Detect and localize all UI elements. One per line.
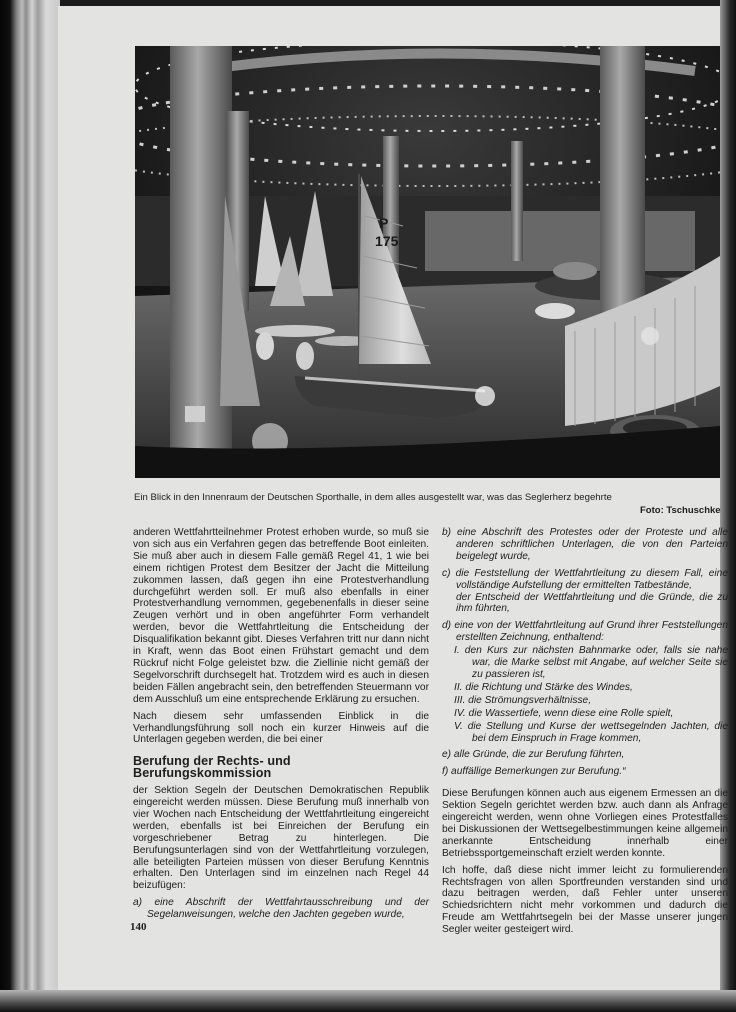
sail-marking: P — [379, 215, 389, 231]
page-number: 140 — [130, 921, 147, 933]
sub-list-item: V. die Stellung und Kurse der wettsegelnden Jachten, die bei dem Einspruch in Frage kommen, — [454, 720, 728, 744]
photo-caption: Ein Blick in den Innenraum der Deutschen Sporthalle, in dem alles ausgestellt war, was das Seglerherz begehrte — [134, 492, 612, 503]
section-heading: Berufung der Rechts- und Berufungskommission — [133, 754, 291, 781]
page-bottom-edge — [0, 990, 736, 1012]
list-item-continuation: der Entscheid der Wettfahrtleitung und die Gründe, die zu ihm führten, — [456, 591, 728, 615]
sail-number: 175 — [375, 233, 399, 249]
sub-list-item: IV. die Wassertiefe, wenn diese eine Rolle spielt, — [454, 707, 674, 719]
sub-list-item: II. die Richtung und Stärke des Windes, — [454, 681, 633, 693]
paragraph: Ich hoffe, daß diese nicht immer leicht zu formulierenden Rechtsfragen von allen Sportfreunden verstanden sind und dazu beitragen werden, daß Fehler unter unseren Schiedsrichtern nicht mehr vorkommen und dadurch die Freude am Wettfahrtsegeln bei der Masse unserer jungen Segler weiter gesteigert wird. — [442, 864, 728, 936]
sub-list-item: I. den Kurs zur nächsten Bahnmarke oder, falls sie nahe war, die Marke selbst mit Angabe, auf welcher Seite sie zu passieren ist, — [454, 645, 728, 680]
list-item: b) eine Abschrift des Protestes oder der Proteste und alle anderen schriftlichen Unterlagen, die von den Parteien beigelegt wurde, — [442, 527, 728, 562]
exhibition-hall-photo — [135, 46, 720, 478]
book-spine — [0, 0, 60, 1012]
paragraph: Diese Berufungen können auch aus eigenem Ermessen an die Sektion Segeln gerichtet werden bzw. auch dann als Anfrage eingereicht werden, wenn ohne Vorliegen eines Protestfalles bei Diskussionen der Wettsegelbestimmungen keine allgemein anerkannte Entscheidung innerhalb einer Betriebssportgemeinschaft erzielt werden konnte. — [442, 788, 728, 859]
right-column — [442, 527, 728, 941]
list-item: c) die Feststellung der Wettfahrtleitung zu diesem Fall, eine vollständige Aufstellung der ermittelten Tatbestände, — [442, 567, 728, 591]
sub-list-item: III. die Strömungsverhältnisse, — [454, 694, 592, 706]
list-item: f) auffällige Bemerkungen zur Berufung.“ — [442, 766, 626, 778]
paragraph: Nach diesem sehr umfassenden Einblick in die Verhandlungsführung soll noch ein kurzer Hinweis auf die Unterlagen gegeben werden, die bei einer — [133, 710, 429, 746]
list-item: e) alle Gründe, die zur Berufung führten, — [442, 749, 625, 761]
paragraph: der Sektion Segeln der Deutschen Demokratischen Republik eingereicht werden müssen. Diese Berufung muß innerhalb von vier Wochen nach Entscheidung der Wettfahrtleitung eingereicht werden, ebenfalls ist bei Einreichen der Berufung ein vorgeschriebener Betrag zu hinterlegen. Die Berufungsunterlagen sind von der Wettfahrtleitung vorzulegen, alle beteiligten Parteien müssen von dieser Berufung Kenntnis erhalten. Den Unterlagen sind im einzelnen nach Regel 44 beizufügen: — [133, 785, 429, 892]
list-item: d) eine von der Wettfahrtleitung auf Grund ihrer Feststellungen erstellten Zeichnung, enthaltend: — [442, 620, 728, 644]
paragraph: anderen Wettfahrtteilnehmer Protest erhoben wurde, so muß sie von sich aus ein Verfahren gegen das betreffende Boot einleiten. Sie muß aber auch in diesem Falle gemäß Regel 41, 1 wie bei einem richtigen Protest dem Besitzer der Jacht die Mitteilung zukommen lassen, daß gegen ihn eine Protestverhandlung durchgeführt werden soll. Er muß also ebenfalls in einer Protestverhandlung vernommen, gegebenenfalls in dieser seine Zeugen verhört und in oben angeführter Form verhandelt werden, bevor die Wettfahrtleitung die Entscheidung der Disqualifikation bekannt gibt. Dieses Verfahren tritt nur dann nicht in Kraft, wenn das Boot einen Frühstart gemacht und dem Rückruf nicht Folge geleistet bzw. die Ziellinie nicht gemäß der Segelvorschrift durchsegelt hat. Trotzdem wird es auch in diesen beiden Fällen angebracht sein, den betreffenden Steuermann vor dem Ausschluß um eine entsprechende Erklärung zu ersuchen. — [133, 527, 429, 705]
photo-credit: Foto: Tschuschke — [640, 505, 721, 516]
list-item: a) eine Abschrift der Wettfahrtausschreibung und der Segelanweisungen, welche den Jachten gegeben wurde, — [133, 897, 429, 921]
left-column — [133, 527, 429, 926]
